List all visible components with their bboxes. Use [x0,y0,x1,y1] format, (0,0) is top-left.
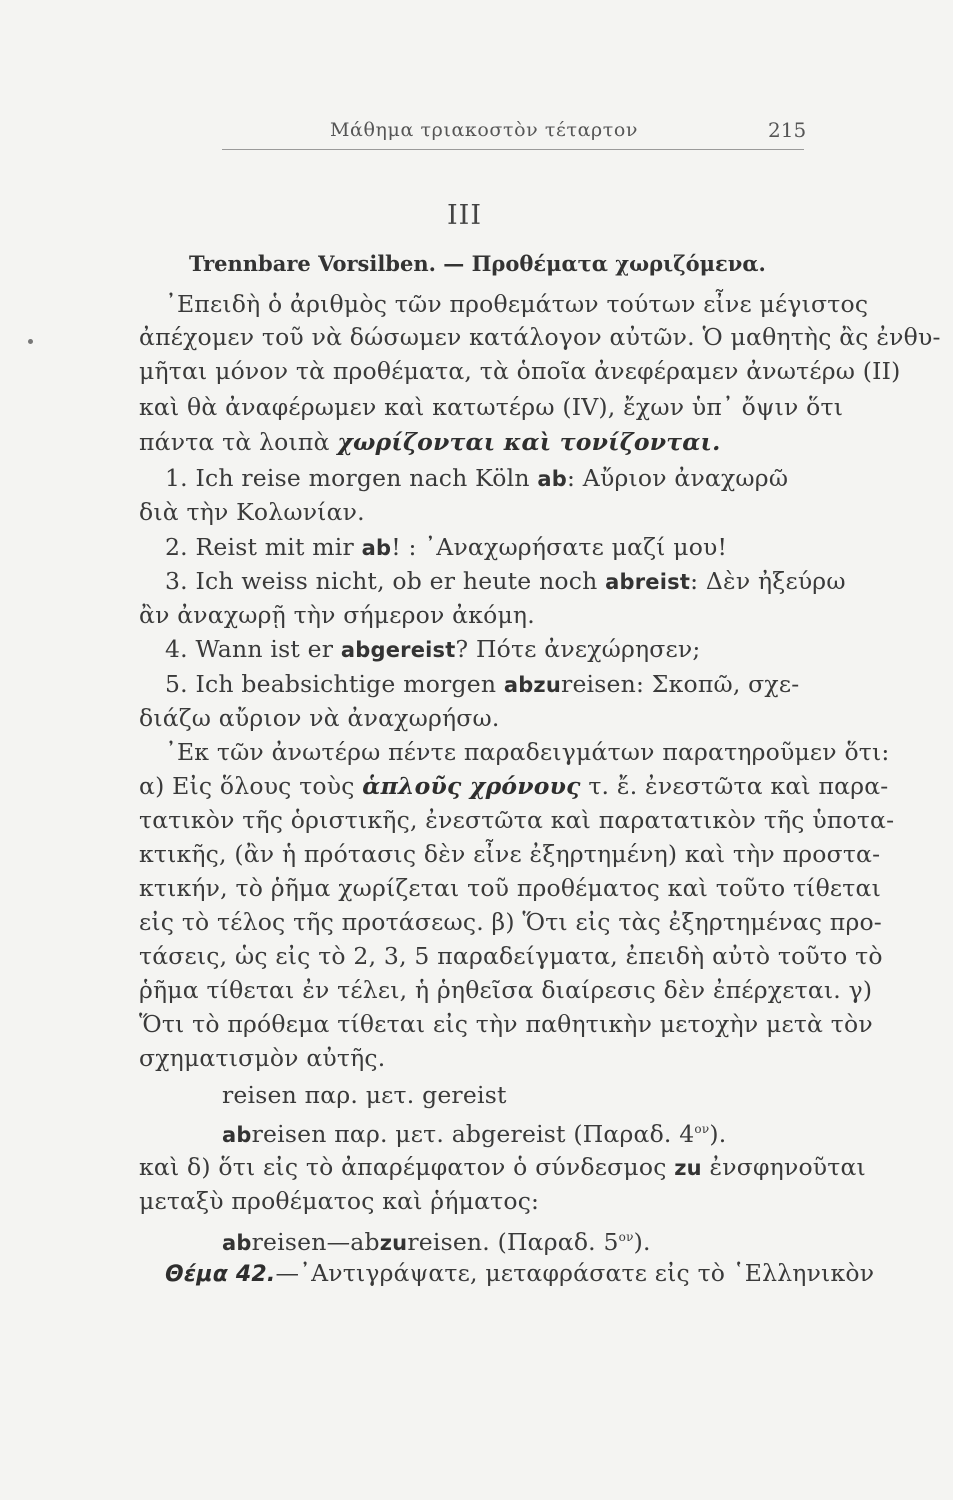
example-german: : [566,464,583,492]
example-german: Ich reise morgen nach Köln [195,464,538,492]
final-line-1 [139,1152,866,1183]
example-number: 2. [165,533,188,561]
final-line-2: μεταξὺ προθέματος καὶ ῥήματος: [139,1187,540,1215]
example-3-cont: ἂν ἀναχωρῇ τὴν σήμερον ἀκόμη. [139,601,535,629]
final-text: ). [633,1227,651,1256]
header-rule [222,149,804,150]
example-number: 3. [165,567,188,595]
example-german: Ich beabsichtige morgen [195,670,504,698]
heading-greek: Προθέματα χωριζόμενα. [471,251,766,276]
example-german: : [690,567,706,595]
form-line-2 [222,1114,726,1150]
form-text: ). [709,1119,727,1148]
section-number: III [447,200,482,231]
heading-german: Trennbare Vorsilben. [189,251,436,276]
example-greek: Πότε ἀνεχώρησεν; [475,635,701,663]
example-4 [165,634,701,665]
observation-line-8: ῥῆμα τίθεται ἐν τέλει, ἡ ῥηθεῖσα διαίρεσις δὲν ἐπέρχεται. γ) [139,976,873,1004]
final-superscript: ον [618,1230,634,1244]
example-greek: Σκοπῶ, σχε- [651,670,800,698]
example-1-cont: διὰ τὴν Κολωνίαν. [139,498,365,526]
final-text: ἐνσφηνοῦται [701,1153,866,1181]
intro-line-1: ᾿Επειδὴ ὁ ἀριθμὸς τῶν προθεμάτων τούτων εἶνε μέγιστος [165,290,869,318]
observation-line-1: ᾿Εκ τῶν ἀνωτέρω πέντε παραδειγμάτων παρατηροῦμεν ὅτι: [165,738,890,766]
final-text: reisen. (Παραδ. 5 [407,1227,619,1256]
example-greek: ᾿Αναχωρήσατε μαζί μου! [424,533,728,561]
example-german: ? [455,635,476,663]
theme-label: Θέμα 42. [165,1262,276,1287]
example-number: 5. [165,670,188,698]
example-prefix: abreist [605,570,691,594]
observation-line-7: τάσεις, ὡς εἰς τὸ 2, 3, 5 παραδείγματα, ἐπειδὴ αὐτὸ τοῦτο τὸ [139,942,883,970]
example-number: 4. [165,635,188,663]
example-german: Reist mit mir [195,533,362,561]
final-text: καὶ δ) ὅτι εἰς τὸ ἀπαρέμφατον ὁ σύνδεσμος [139,1153,675,1181]
example-german: ! : [391,533,425,561]
observation-line-3: τατικὸν τῆς ὁριστικῆς, ἐνεστῶτα καὶ παρατατικὸν τῆς ὑποτα- [139,806,895,834]
paper-speck [28,339,33,344]
intro-emphasis: χωρίζονται καὶ τονίζονται. [337,428,721,456]
example-german: reisen: [561,670,652,698]
observation-line-4: κτικῆς, (ἂν ἡ πρότασις δὲν εἶνε ἐξηρτημένη) καὶ τὴν προστα- [139,840,881,868]
form-text: gereist (Παραδ. 4 [481,1119,695,1148]
example-german: Wann ist er [195,635,341,663]
example-5 [165,669,799,700]
example-prefix: abzu [503,673,562,697]
theme-text: —᾿Αντιγράψατε, μεταφράσατε εἰς τὸ ῾Ελληνικὸν [275,1259,875,1287]
intro-line-4: καὶ θὰ ἀναφέρωμεν καὶ κατωτέρω (IV), ἔχων ὑπ᾿ ὄψιν ὅτι [139,393,844,421]
example-number: 1. [165,464,188,492]
page-number: 215 [768,118,807,142]
example-greek: Αὔριον ἀναχωρῶ [582,464,789,492]
form-superscript: ον [694,1122,710,1136]
observation-line-10: σχηματισμὸν αὐτῆς. [139,1044,386,1072]
form-prefix: ab [222,1122,252,1147]
running-header-title: Μάθημα τριακοστὸν τέταρτον [330,119,639,141]
example-5-cont: διάζω αὔριον νὰ ἀναχωρήσω. [139,704,500,732]
example-prefix: abgereist [340,638,456,662]
observation-line-9: Ὅτι τὸ πρόθεμα τίθεται εἰς τὴν παθητικὴν μετοχὴν μετὰ τὸν [139,1010,873,1038]
example-3 [165,566,846,597]
example-german: Ich weiss nicht, ob er heute noch [195,567,606,595]
observation-line-5: κτικήν, τὸ ῥῆμα χωρίζεται τοῦ προθέματος καὶ τοῦτο τίθεται [139,874,881,902]
final-prefix: ab [222,1230,252,1255]
example-2 [165,532,727,563]
example-prefix: ab [537,467,567,491]
final-line-3 [222,1222,651,1258]
observation-text: τ. ἔ. ἐνεστῶτα καὶ παρα- [580,772,889,800]
final-prefix: zu [379,1230,408,1255]
example-greek: Δὲν ἠξεύρω [705,567,846,595]
section-heading [189,251,766,276]
observation-emphasis: ἁπλοῦς χρόνους [362,772,581,800]
intro-line-5 [139,427,720,457]
intro-text: πάντα τὰ λοιπὰ [139,428,338,456]
theme-line [165,1258,874,1290]
final-text: reisen—ab [251,1227,380,1256]
observation-line-6: εἰς τὸ τέλος τῆς προτάσεως. β) Ὅτι εἰς τὰς ἐξηρτημένας προ- [139,908,882,936]
intro-line-2: ἀπέχομεν τοῦ νὰ δώσωμεν κατάλογον αὐτῶν. Ὁ μαθητὴς ἂς ἐνθυ- [139,323,941,351]
final-conjunction: zu [674,1156,702,1180]
observation-line-2 [139,771,888,801]
example-1 [165,463,788,494]
observation-text: α) Εἰς ὅλους τοὺς [139,772,363,800]
heading-separator: — [435,251,472,276]
form-text: ab [451,1119,482,1148]
form-line-1: reisen παρ. μετ. gereist [222,1081,507,1109]
intro-line-3: μῆται μόνον τὰ προθέματα, τὰ ὁποῖα ἀνεφέραμεν ἀνωτέρω (ΙΙ) [139,357,901,385]
form-text: reisen παρ. μετ. [251,1119,452,1148]
example-prefix: ab [361,536,392,560]
